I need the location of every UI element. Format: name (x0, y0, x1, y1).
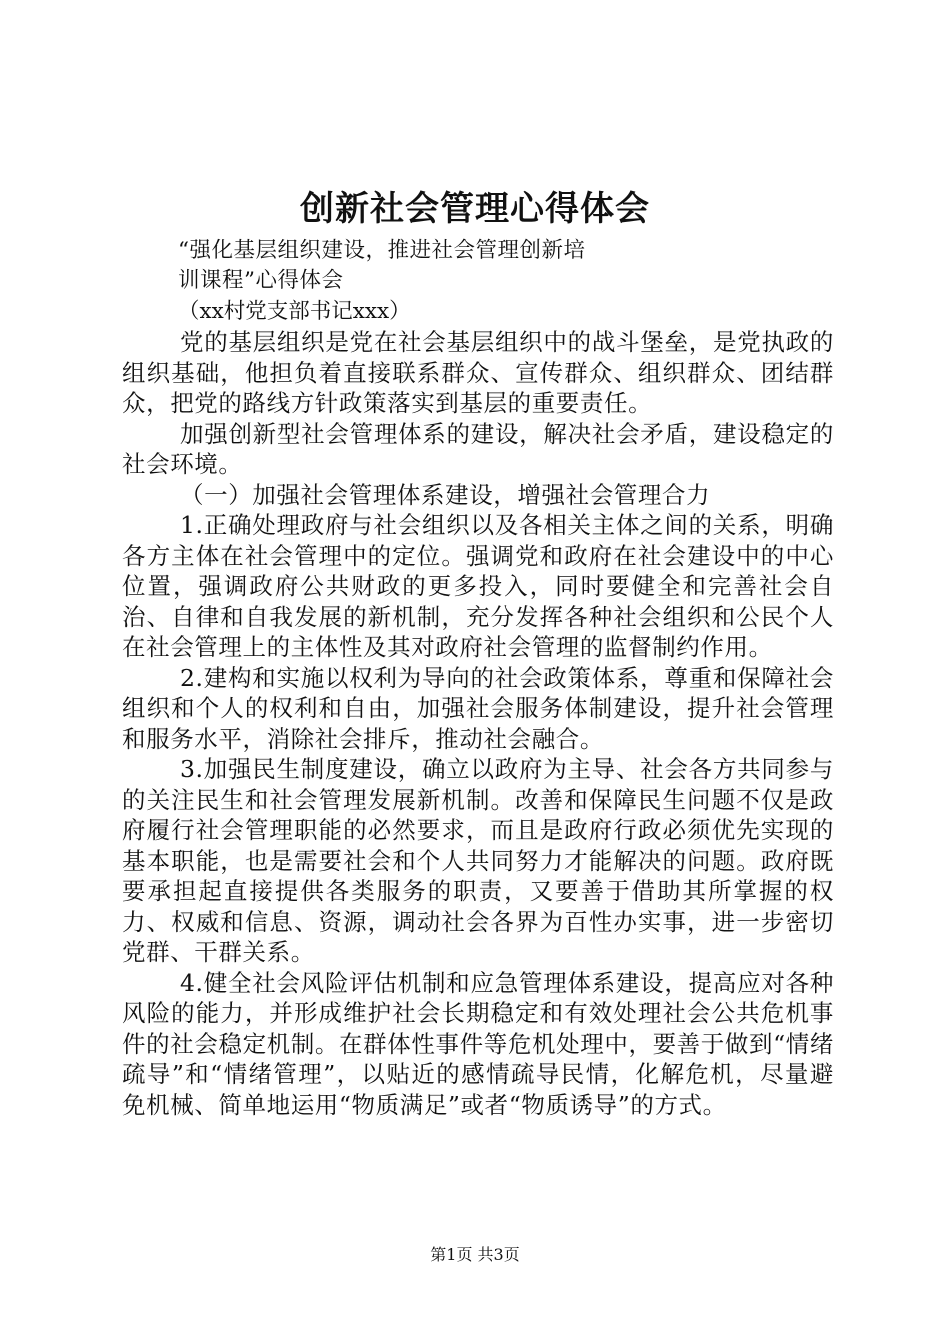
paragraph-item-1: 1.正确处理政府与社会组织以及各相关主体之间的关系，明确各方主体在社会管理中的定位。强调党和政府在社会建设中的中心位置，强调政府公共财政的更多投入，同时要健全和完善社会自治、自律和自我发展的新机制，充分发挥各种社会组织和公民个人在社会管理上的主体性及其对政府社会管理的监督制约作用。 (122, 511, 834, 661)
subtitle-line-2: 训课程”心得体会 (178, 268, 344, 293)
paragraph-intro: 党的基层组织是党在社会基层组织中的战斗堡垒，是党执政的组织基础，他担负着直接联系群众、宣传群众、组织群众、团结群众，把党的路线方针政策落实到基层的重要责任。 (122, 328, 834, 417)
document-title: 创新社会管理心得体会 (300, 189, 650, 229)
author-line: （xx村党支部书记xxx） (178, 299, 411, 324)
subtitle-line-1: “强化基层组织建设，推进社会管理创新培 (178, 238, 586, 263)
paragraph-item-2: 2.建构和实施以权利为导向的社会政策体系，尊重和保障社会组织和个人的权利和自由，加强社会服务体制建设，提升社会管理和服务水平，消除社会排斥，推动社会融合。 (122, 663, 834, 753)
section-heading: （一）加强社会管理体系建设，增强社会管理合力 (180, 480, 711, 509)
paragraph-item-3: 3.加强民生制度建设，确立以政府为主导、社会各方共同参与的关注民生和社会管理发展新机制。改善和保障民生问题不仅是政府履行社会管理职能的必然要求，而且是政府行政必须优先实现的基本职能，也是需要社会和个人共同努力才能解决的问题。政府既要承担起直接提供各类服务的职责，又要善于借助其所掌握的权力、权威和信息、资源，调动社会各界为百性办实事，进一步密切党群、干群关系。 (122, 755, 834, 966)
paragraph-item-4: 4.健全社会风险评估机制和应急管理体系建设，提高应对各种风险的能力，并形成维护社会长期稳定和有效处理社会公共危机事件的社会稳定机制。在群体性事件等危机处理中，要善于做到“情绪疏导”和“情绪管理”，以贴近的感情疏导民情，化解危机，尽量避免机械、简单地运用“物质满足”或者“物质诱导”的方式。 (122, 968, 834, 1119)
page-footer: 第1页 共3页 (430, 1245, 520, 1264)
paragraph-summary: 加强创新型社会管理体系的建设，解决社会矛盾，建设稳定的社会环境。 (122, 419, 834, 478)
document-body (122, 236, 834, 1120)
